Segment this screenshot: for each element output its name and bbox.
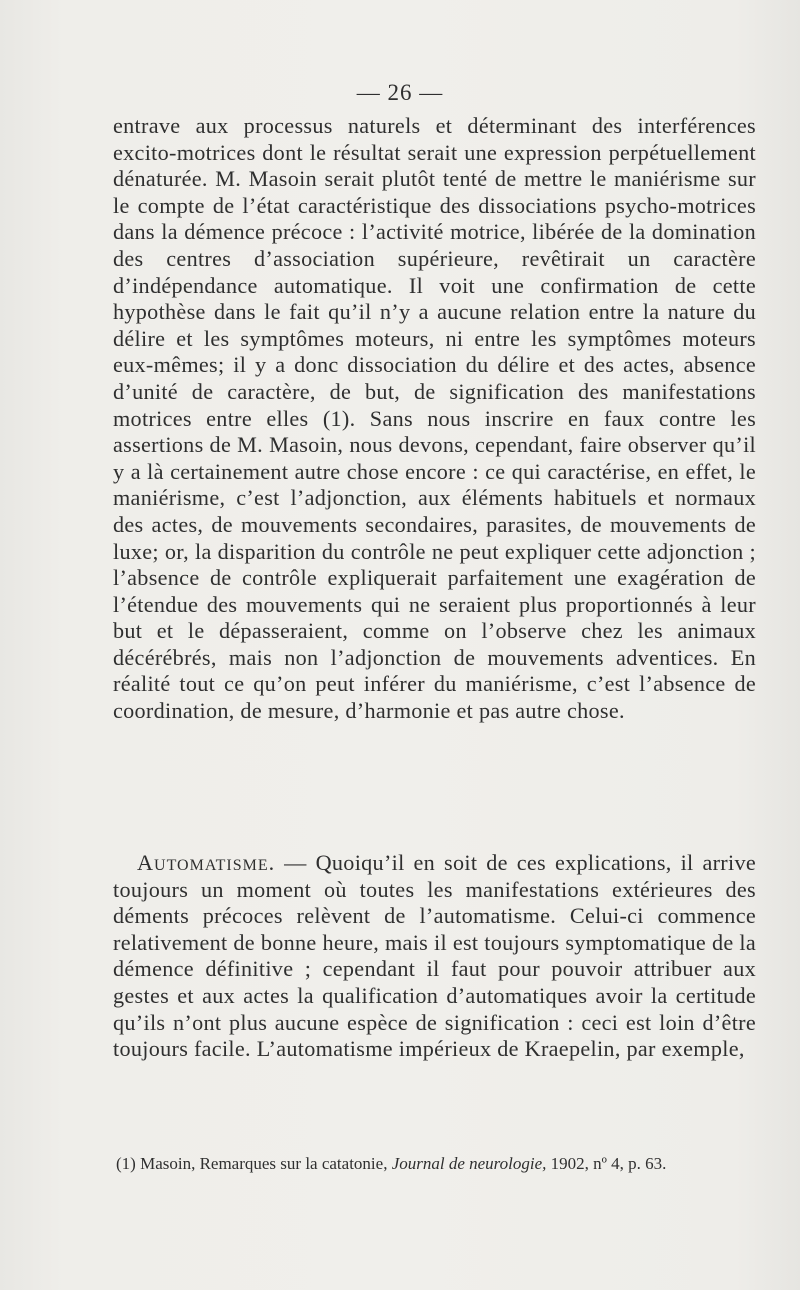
page-number: — 26 —	[356, 80, 444, 105]
body-paragraph-2	[113, 850, 756, 1063]
footnote-prefix: (1) Masoin, Remarques sur la catatonie,	[116, 1154, 388, 1173]
footnote-suffix: 1902, nº 4, p. 63.	[550, 1154, 667, 1173]
section-heading-automatisme: Automatisme.	[137, 850, 276, 875]
footnote-journal: Journal de neurologie,	[391, 1154, 547, 1173]
footnote	[116, 1152, 754, 1176]
body-paragraph-1: entrave aux processus naturels et déterminant des interférences excito-motrices dont le résultat serait une expression perpétuellement dénaturée. M. Masoin serait plutôt tenté de mettre le maniérisme sur le compte de l’état caractéristique des dissociations psycho-motrices dans la démence précoce : l’activité motrice, libérée de la domination des centres d’association supérieure, revêtirait un caractère d’indépendance automatique. Il voit une confirmation de cette hypothèse dans le fait qu’il n’y a aucune relation entre la nature du délire et les symptômes moteurs, ni entre les symptômes moteurs eux-mêmes; il y a donc dissociation du délire et des actes, absence d’unité de caractère, de but, de signification des manifestations motrices entre elles (1). Sans nous inscrire en faux contre les assertions de M. Masoin, nous devons, cependant, faire observer qu’il y a là certainement autre chose encore : ce qui caractérise, en effet, le maniérisme, c’est l’adjonction, aux éléments habituels et normaux des actes, de mouvements secondaires, parasites, de mouvements de luxe; or, la disparition du contrôle ne peut expliquer cette adjonction ; l’absence de contrôle expliquerait parfaitement une exagération de l’étendue des mouvements qui ne seraient plus proportionnés à leur but et le dépasseraient, comme on l’observe chez les animaux décérébrés, mais non l’adjonction de mouvements adventices. En réalité tout ce qu’on peut inférer du maniérisme, c’est l’absence de coordination, de mesure, d’harmonie et pas autre chose.	[113, 113, 756, 724]
body-paragraph-2-text: — Quoiqu’il en soit de ces explications, il arrive toujours un moment où toutes les manifestations extérieures des déments précoces relèvent de l’automatisme. Celui-ci commence relativement de bonne heure, mais il est toujours symptomatique de la démence définitive ; cependant il faut pour pouvoir attribuer aux gestes et aux actes la qualification d’automatiques avoir la certitude qu’ils n’ont plus aucune espèce de signification : ceci est loin d’être toujours facile. L’automatisme impérieux de Kraepelin, par exemple,	[113, 850, 756, 1062]
